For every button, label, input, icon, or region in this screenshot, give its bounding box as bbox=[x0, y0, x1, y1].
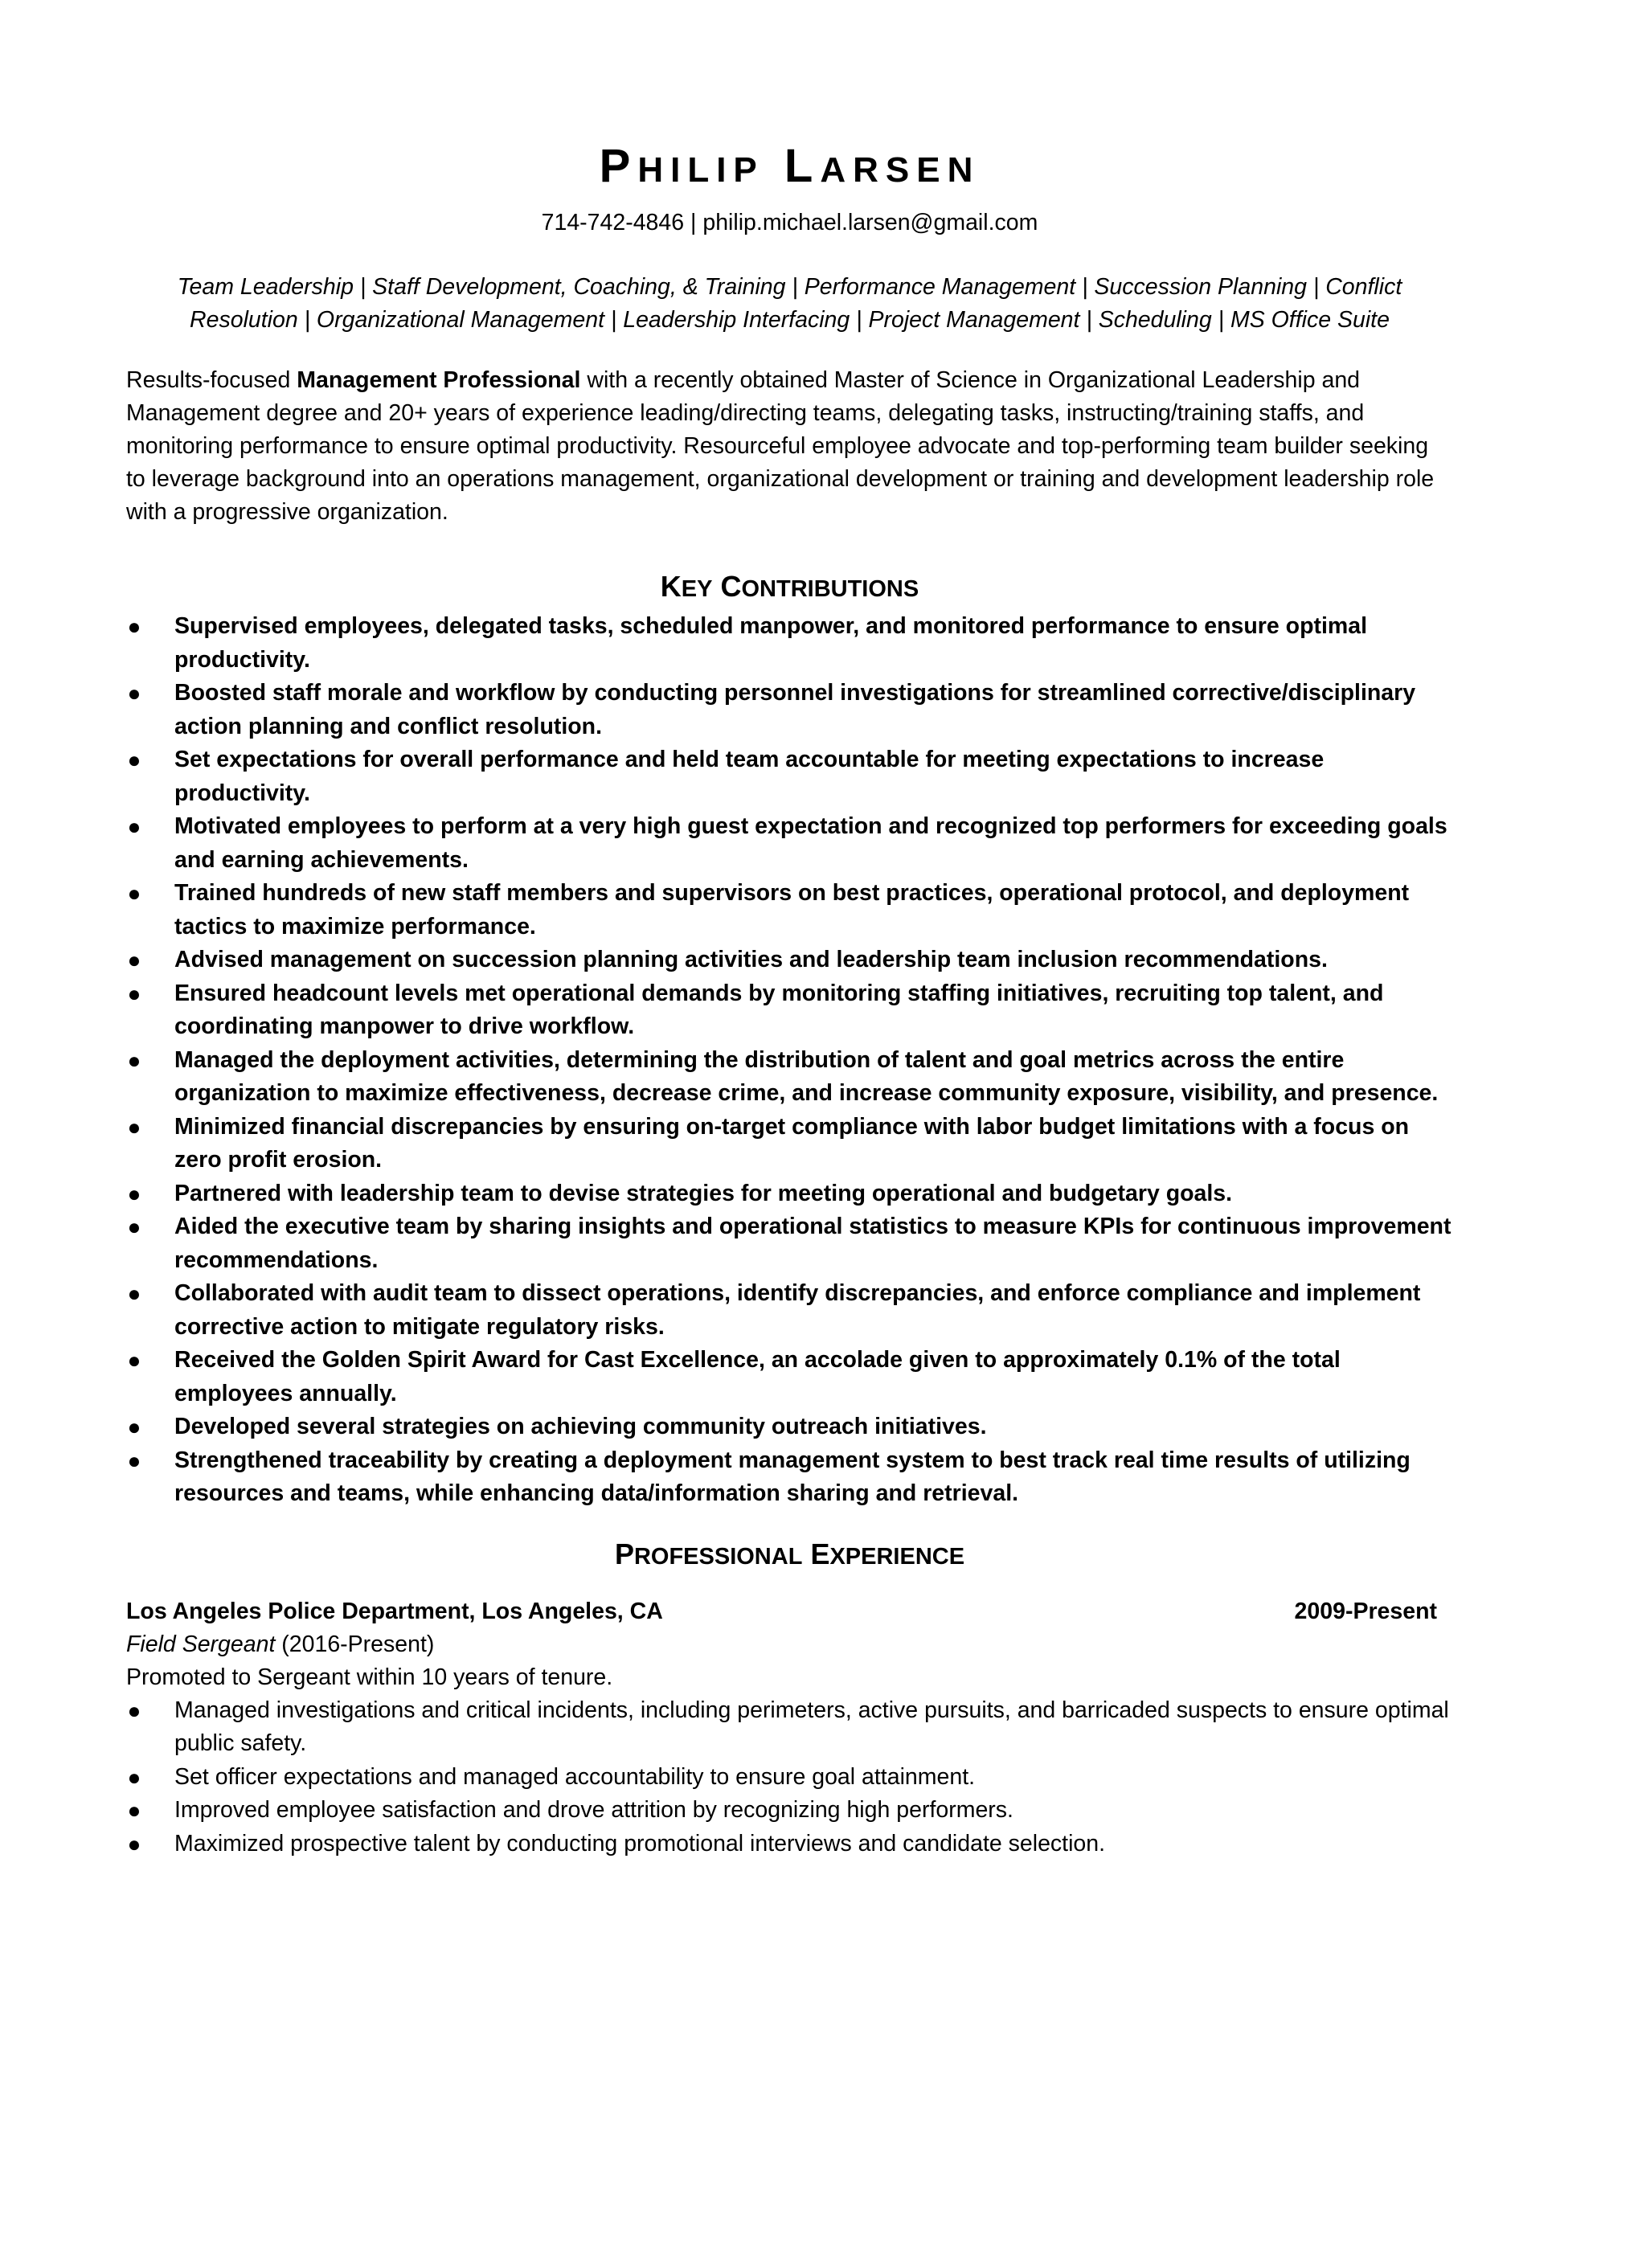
professional-experience-heading: PROFESSIONAL EXPERIENCE bbox=[614, 1537, 965, 1570]
skills-list: Team Leadership | Staff Development, Coaching, & Training | Performance Management | Succession Planning | Conflict Resolution | Organizational Management | Leadership Interfacing | Project Management | Scheduling | MS Office Suite bbox=[177, 274, 1402, 333]
list-item: ● Trained hundreds of new staff members and supervisors on best practices, operational protocol, and deployment tactics to maximize performance. bbox=[126, 877, 1453, 944]
resume-page bbox=[0, 138, 1646, 2268]
list-item: ● Ensured headcount levels met operational demands by monitoring staffing initiatives, recruiting top talent, and coordinating manpower to drive workflow. bbox=[126, 977, 1453, 1044]
bullet-icon: ● bbox=[127, 1281, 141, 1306]
list-item: ● Strengthened traceability by creating a deployment management system to best track real time results of utilizing resources and teams, while enhancing data/information sharing and retrieval. bbox=[126, 1444, 1453, 1511]
bullet-icon: ● bbox=[127, 1047, 141, 1073]
bullet-icon: ● bbox=[127, 1447, 141, 1473]
list-item: ● Set officer expectations and managed accountability to ensure goal attainment. bbox=[126, 1761, 1453, 1795]
bullet-icon: ● bbox=[127, 747, 141, 772]
job-header bbox=[126, 1595, 1453, 1628]
list-item: ● Collaborated with audit team to dissect operations, identify discrepancies, and enforce compliance and implement corrective action to mitigate regulatory risks. bbox=[126, 1277, 1453, 1344]
key-contributions-list bbox=[126, 610, 1453, 1511]
bullet-icon: ● bbox=[127, 1764, 141, 1790]
job-note: Promoted to Sergeant within 10 years of tenure. bbox=[126, 1664, 613, 1690]
list-item: ● Motivated employees to perform at a very high guest expectation and recognized top performers for exceeding goals and earning achievements. bbox=[126, 810, 1453, 877]
summary-emphasis: Management Professional bbox=[297, 367, 581, 393]
list-item: ● Aided the executive team by sharing insights and operational statistics to measure KPIs for continuous improvement recommendations. bbox=[126, 1210, 1453, 1277]
list-item: ● Advised management on succession planning activities and leadership team inclusion recommendations. bbox=[126, 944, 1453, 977]
list-item: ● Minimized financial discrepancies by ensuring on-target compliance with labor budget limitations with a focus on zero profit erosion. bbox=[126, 1111, 1453, 1177]
bullet-icon: ● bbox=[127, 1214, 141, 1239]
list-item: ● Managed investigations and critical incidents, including perimeters, active pursuits, and barricaded suspects to ensure optimal public safety. bbox=[126, 1694, 1453, 1761]
bullet-icon: ● bbox=[127, 1697, 141, 1723]
bullet-icon: ● bbox=[127, 1831, 141, 1857]
bullet-icon: ● bbox=[127, 1181, 141, 1206]
list-item: ● Maximized prospective talent by conducting promotional interviews and candidate selection. bbox=[126, 1828, 1453, 1861]
candidate-name: PHILIP LARSEN bbox=[599, 140, 981, 192]
list-item: ● Managed the deployment activities, determining the distribution of talent and goal metrics across the entire organization to maximize effectiveness, decrease crime, and increase community exposure, visibility, and presence. bbox=[126, 1044, 1453, 1111]
bullet-icon: ● bbox=[127, 1798, 141, 1823]
bullet-icon: ● bbox=[127, 681, 141, 706]
list-item: ● Received the Golden Spirit Award for Cast Excellence, an accolade given to approximately 0.1% of the total employees annually. bbox=[126, 1344, 1453, 1410]
key-contributions-heading: KEY CONTRIBUTIONS bbox=[660, 570, 919, 603]
experience-list bbox=[126, 1694, 1453, 1861]
bullet-icon: ● bbox=[127, 814, 141, 839]
list-item: ● Set expectations for overall performance and held team accountable for meeting expectations to increase productivity. bbox=[126, 743, 1453, 810]
bullet-icon: ● bbox=[127, 1348, 141, 1373]
employment-dates: 2009-Present bbox=[1294, 1598, 1437, 1624]
bullet-icon: ● bbox=[127, 614, 141, 639]
bullet-icon: ● bbox=[127, 881, 141, 906]
bullet-icon: ● bbox=[127, 948, 141, 972]
employer: Los Angeles Police Department, Los Angeles, CA bbox=[126, 1598, 663, 1624]
bullet-icon: ● bbox=[127, 1414, 141, 1439]
contact-info: 714-742-4846 | philip.michael.larsen@gmail.com bbox=[541, 210, 1038, 235]
bullet-icon: ● bbox=[127, 980, 141, 1006]
list-item: ● Boosted staff morale and workflow by conducting personnel investigations for streamlined corrective/disciplinary action planning and conflict resolution. bbox=[126, 677, 1453, 743]
list-item: ● Partnered with leadership team to devise strategies for meeting operational and budgetary goals. bbox=[126, 1177, 1453, 1211]
list-item: ● Supervised employees, delegated tasks, scheduled manpower, and monitored performance to ensure optimal productivity. bbox=[126, 610, 1453, 677]
list-item: ● Improved employee satisfaction and drove attrition by recognizing high performers. bbox=[126, 1794, 1453, 1828]
job-role: Field Sergeant (2016-Present) bbox=[126, 1631, 435, 1657]
professional-summary: Results-focused Management Professional with a recently obtained Master of Science in Organizational Leadership and Management degree and 20+ years of experience leading/directing teams, delegating tasks, instructing/training staffs, and monitoring performance to ensure optimal productivity. Resourceful employee advocate and top-performing team builder seeking to leverage background into an operations management, organizational development or training and development leadership role with a progressive organization. bbox=[126, 367, 1435, 525]
list-item: ● Developed several strategies on achieving community outreach initiatives. bbox=[126, 1410, 1453, 1444]
bullet-icon: ● bbox=[127, 1114, 141, 1140]
